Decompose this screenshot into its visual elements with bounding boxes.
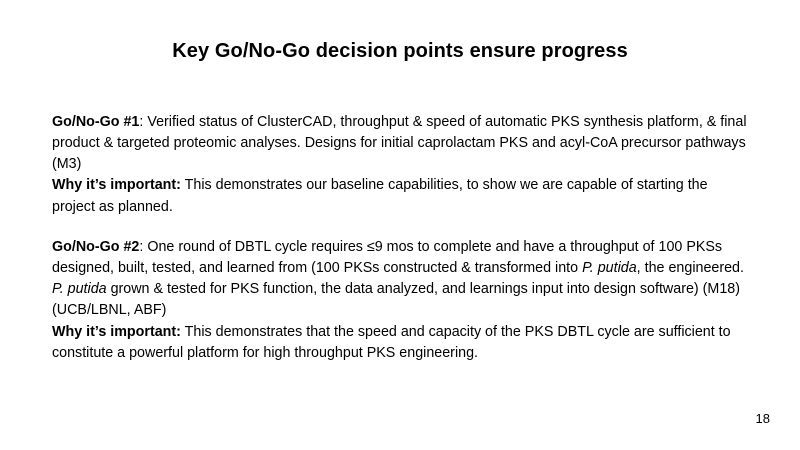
go-no-go-2-block <box>52 237 752 364</box>
go-no-go-1-why-text: This demonstrates our baseline capabilities, to show we are capable of starting the project as planned. <box>52 177 708 215</box>
go-no-go-2-text-part-3: grown & tested for PKS function, the data analyzed, and learnings input into design software) (M18) (UCB/LBNL, ABF) <box>52 281 740 319</box>
go-no-go-2-paragraph <box>52 237 752 322</box>
page-title: Key Go/No-Go decision points ensure progress <box>172 40 628 62</box>
go-no-go-2-text-part-2: , the engineered. <box>636 260 744 277</box>
go-no-go-1-text: Verified status of ClusterCAD, throughput & speed of automatic PKS synthesis platform, & final product & targeted proteomic analyses. Designs for initial caprolactam PKS and acyl-CoA precursor pathways (M3) <box>52 114 747 173</box>
go-no-go-2-label-suffix: : <box>139 239 148 255</box>
go-no-go-2-species-2: P. putida <box>52 281 107 298</box>
go-no-go-2-why-paragraph <box>52 322 752 364</box>
go-no-go-2-label: Go/No-Go #2 <box>52 239 140 255</box>
go-no-go-1-paragraph <box>52 112 752 175</box>
go-no-go-2-why-label: Why it’s important: <box>52 323 181 340</box>
go-no-go-1-label: Go/No-Go #1 <box>52 114 140 130</box>
go-no-go-1-why-label: Why it’s important: <box>52 177 181 194</box>
go-no-go-1-label-suffix: : <box>139 114 148 130</box>
go-no-go-2-why-text: This demonstrates that the speed and capacity of the PKS DBTL cycle are sufficient to constitute a powerful platform for high throughput PKS engineering. <box>52 323 731 361</box>
go-no-go-2-species-1: P. putida <box>582 260 637 277</box>
go-no-go-2-text-part-1: One round of DBTL cycle requires ≤9 mos to complete and have a throughput of 100 PKSs designed, built, tested, and learned from (100 PKSs constructed & transformed into <box>52 239 723 277</box>
go-no-go-1-block <box>52 112 752 218</box>
go-no-go-1-why-paragraph <box>52 175 752 217</box>
page-number: 18 <box>755 411 770 426</box>
